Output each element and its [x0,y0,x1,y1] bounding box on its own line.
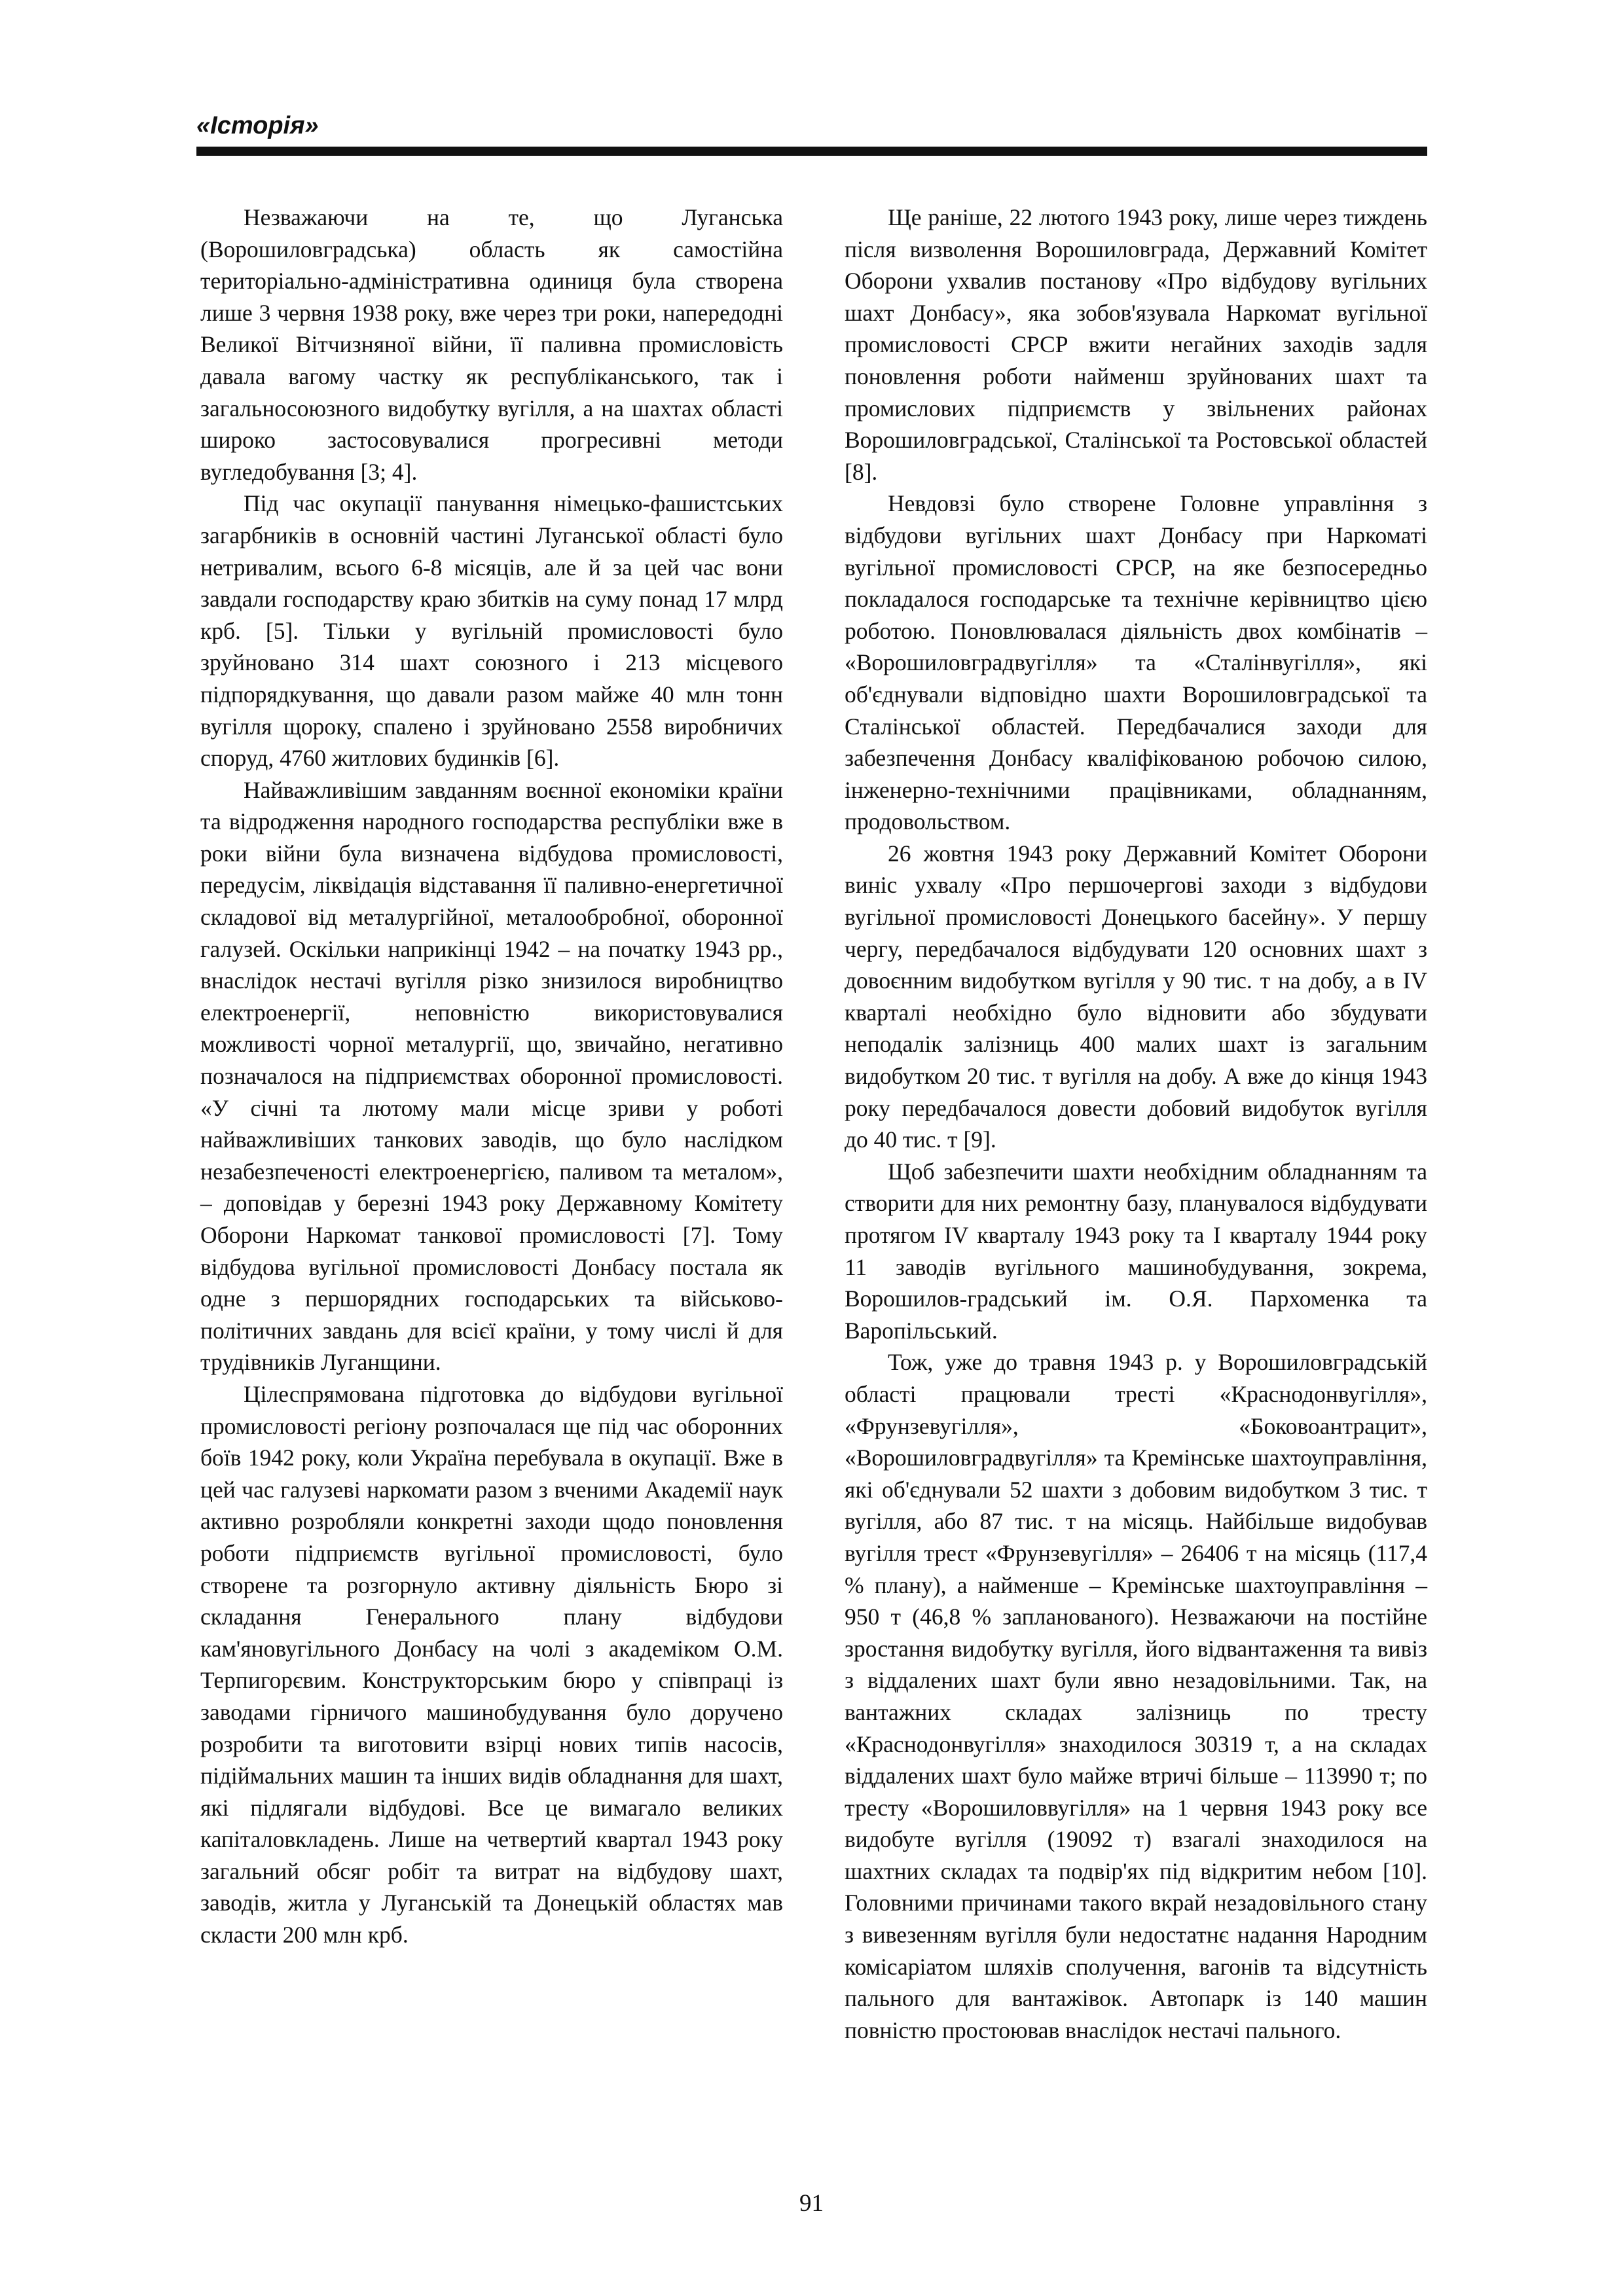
running-head-title: «Історія» [196,112,319,139]
paragraph: Щоб забезпечити шахти необхідним обладнанням та створити для них ремонтну базу, планувалося відбудувати протягом IV кварталу 1943 року та I кварталу 1944 року 11 заводів вугільного машинобудування, зокрема, Ворошилов-градський ім. О.Я. Пархоменка та Варопільський. [845,1158,1427,1344]
paragraph: Тож, уже до травня 1943 р. у Ворошиловградській області працювали тресті «Краснодонвугілля», «Фрунзевугілля», «Боковоантрацит», «Ворошиловградвугілля» та Кремінське шахтоуправління, які об'єднували 52 шахти з добовим видобутком 3 тис. т вугілля, або 87 тис. т на місяць. Найбільше видобував вугілля трест «Фрунзевугілля» – 26406 т на місяць (117,4 % плану), а найменше – Кремінське шахтоуправління – 950 т (46,8 % запланованого). Незважаючи на постійне зростання видобутку вугілля, його відвантаження та вивіз з віддалених шахт були явно незадовільними. Так, на вантажних складах залізниць по тресту «Краснодонвугілля» знаходилося 30319 т, а на складах віддалених шахт було майже втричі більше – 113990 т; по тресту «Ворошиловвугілля» на 1 червня 1943 року все видобуте вугілля (19092 т) взагалі знаходилося на шахтних складах та подвір'ях під відкритим небом [10]. Головними причинами такого вкрай незадовільного стану з вивезенням вугілля були недостатнє надання Народним комісаріатом шляхів сполучення, вагонів та відсутність пального для вантажівок. Автопарк із 140 машин повністю простоював внаслідок нестачі пального. [845,1349,1427,2043]
paragraph: Під час окупації панування німецько-фашистських загарбників в основній частині Луганської області було нетривалим, всього 6-8 місяців, але й за цей час вони завдали господарству краю збитків на суму понад 17 млрд крб. [5]. Тільки у вугільній промисловості було зруйновано 314 шахт союзного і 213 місцевого підпорядкування, що давали разом майже 40 млн тонн вугілля щороку, спалено і зруйновано 2558 виробничих споруд, 4760 житлових будинків [6]. [200,490,783,772]
right-column [845,202,1427,2046]
paragraph: Невдовзі було створене Головне управління з відбудови вугільних шахт Донбасу при Наркоматі вугільної промисловості СРСР, на яке безпосередньо покладалося господарське та технічне керівництво цією роботою. Поновлювалася діяльність двох комбінатів – «Ворошиловградвугілля» та «Сталінвугілля», які об'єднували відповідно шахти Ворошиловградської та Сталінської областей. Передбачалися заходи для забезпечення Донбасу кваліфікованою робочою силою, інженерно-технічними працівниками, обладнанням, продовольством. [845,490,1427,835]
paragraph: Найважливішим завданням воєнної економіки країни та відродження народного господарства республіки вже в роки війни була визначена відбудова промисловості, передусім, ліквідація відставання її паливно-енергетичної складової від металургійної, металообробної, оборонної галузей. Оскільки наприкінці 1942 – на початку 1943 рр., внаслідок нестачі вугілля різко знизилося виробництво електроенергії, неповністю використовувалися можливості чорної металургії, що, звичайно, негативно позначалося на підприємствах оборонної промисловості. «У січні та лютому мали місце зриви у роботі найважливіших танкових заводів, що було наслідком незабезпеченості електроенергією, паливом та металом», – доповідав у березні 1943 року Державному Комітету Оборони Наркомат танкової промисловості [7]. Тому відбудова вугільної промисловості Донбасу постала як одне з першорядних господарських та військово-політичних завдань для всієї країни, у тому числі й для трудівників Луганщини. [200,776,783,1376]
paragraph: Незважаючи на те, що Луганська (Ворошиловградська) область як самостійна територіально-адміністративна одиниця була створена лише 3 червня 1938 року, вже через три роки, напередодні Великої Вітчизняної війни, її паливна промисловість давала вагому частку як республіканського, так і загальносоюзного видобутку вугілля, а на шахтах області широко застосовувалися прогресивні методи вугледобування [3; 4]. [200,204,783,485]
left-column [200,202,783,1951]
page-number: 91 [799,2190,824,2217]
paragraph: Цілеспрямована підготовка до відбудови вугільної промисловості регіону розпочалася ще під час оборонних боїв 1942 року, коли Україна перебувала в окупації. Вже в цей час галузеві наркомати разом з вченими Академії наук активно розробляли конкретні заходи щодо поновлення роботи підприємств вугільної промисловості, було створене та розгорнуло активну діяльність Бюро зі складання Генерального плану відбудови кам'яновугільного Донбасу на чолі з академіком О.М. Терпигорєвим. Конструкторським бюро у співпраці із заводами гірничого машинобудування було доручено розробити та виготовити взірці нових типів насосів, підіймальних машин та інших видів обладнання для шахт, які підлягали відбудові. Все це вимагало великих капіталовкладень. Лише на четвертий квартал 1943 року загальний обсяг робіт та витрат на відбудову шахт, заводів, житла у Луганській та Донецькій областях мав скласти 200 млн крб. [200,1380,783,1948]
header-rule [196,147,1427,156]
paragraph: 26 жовтня 1943 року Державний Комітет Оборони виніс ухвалу «Про першочергові заходи з відбудови вугільної промисловості Донецького басейну». У першу чергу, передбачалося відбудувати 120 основних шахт з довоєнним видобутком вугілля у 90 тис. т на добу, а в IV кварталі необхідно було відновити або збудувати неподалік залізниць 400 малих шахт із загальним видобутком 20 тис. т вугілля на добу. А вже до кінця 1943 року передбачалося довести добовий видобуток вугілля до 40 тис. т [9]. [845,840,1427,1153]
paragraph: Ще раніше, 22 лютого 1943 року, лише через тиждень після визволення Ворошиловграда, Державний Комітет Оборони ухвалив постанову «Про відбудову вугільних шахт Донбасу», яка зобов'язувала Наркомат вугільної промисловості СРСР вжити негайних заходів задля поновлення роботи найменш зруйнованих шахт та промислових підприємств у звільнених районах Ворошиловградської, Сталінської та Ростовської областей [8]. [845,204,1427,485]
